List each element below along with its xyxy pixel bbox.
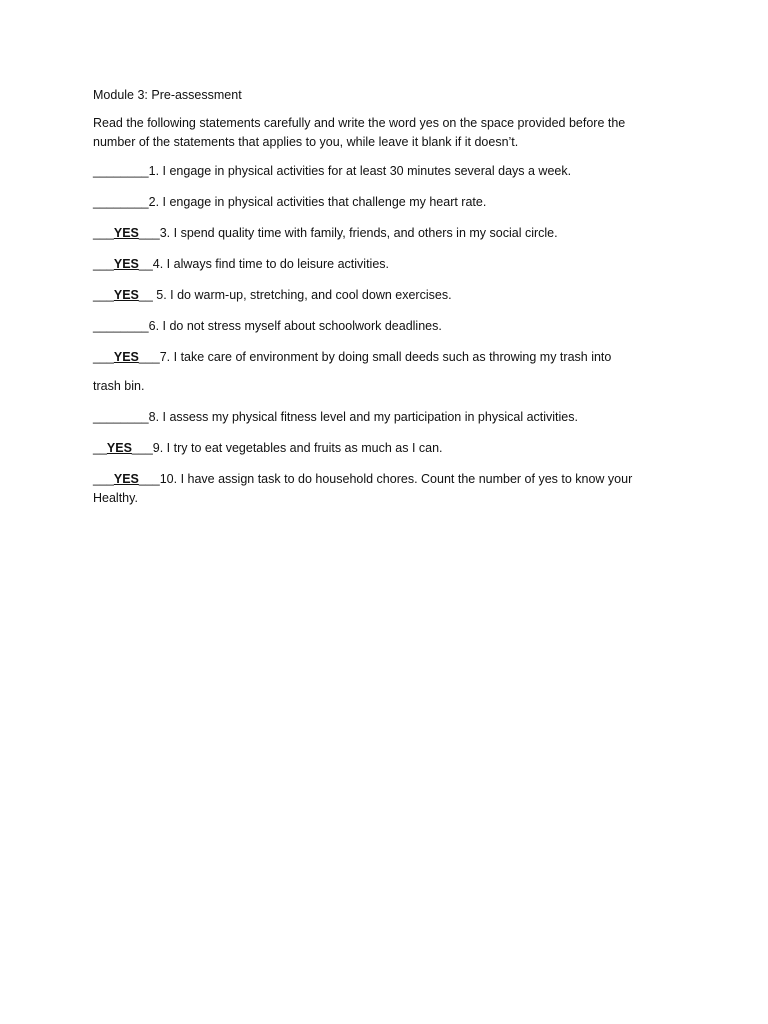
- answer-blank-after: __: [138, 288, 153, 302]
- answer-blank: ___: [93, 257, 114, 271]
- statement-3: [93, 224, 663, 243]
- answer-blank: ___: [93, 350, 114, 364]
- answer-blank: ________: [93, 410, 149, 424]
- answer-blank: ________: [93, 195, 149, 209]
- statement-text: 7. I take care of environment by doing small deeds such as throwing my trash into: [159, 350, 612, 364]
- document-content: [93, 86, 663, 520]
- statement-5: [93, 286, 663, 305]
- statement-7-continuation: trash bin.: [93, 379, 145, 393]
- answer-yes: YES: [113, 472, 139, 486]
- answer-yes: YES: [113, 257, 139, 271]
- answer-yes: YES: [113, 288, 139, 302]
- answer-blank-after: ___: [138, 226, 160, 240]
- answer-blank-after: __: [138, 257, 153, 271]
- answer-blank: ________: [93, 319, 149, 333]
- answer-yes: YES: [106, 441, 132, 455]
- statement-text: 2. I engage in physical activities that challenge my heart rate.: [148, 195, 487, 209]
- statement-text: 10. I have assign task to do household chores. Count the number of yes to know your Healthy.: [93, 472, 633, 505]
- page-title: Module 3: Pre-assessment: [93, 88, 242, 102]
- statement-text: 8. I assess my physical fitness level and my participation in physical activities.: [148, 410, 578, 424]
- answer-blank: ________: [93, 164, 149, 178]
- statement-text: 1. I engage in physical activities for at least 30 minutes several days a week.: [148, 164, 572, 178]
- statement-text: 5. I do warm-up, stretching, and cool down exercises.: [152, 288, 452, 302]
- statement-2: [93, 193, 663, 212]
- statement-6: [93, 317, 663, 336]
- statement-text: 4. I always find time to do leisure activities.: [152, 257, 389, 271]
- answer-yes: YES: [113, 350, 139, 364]
- statement-text: 9. I try to eat vegetables and fruits as much as I can.: [152, 441, 443, 455]
- statement-text: 6. I do not stress myself about schoolwork deadlines.: [148, 319, 442, 333]
- statement-10: [93, 470, 663, 508]
- statement-7: [93, 348, 663, 367]
- answer-blank: ___: [93, 472, 114, 486]
- statement-text: 3. I spend quality time with family, friends, and others in my social circle.: [159, 226, 558, 240]
- answer-blank: ___: [93, 226, 114, 240]
- answer-blank: ___: [93, 288, 114, 302]
- answer-yes: YES: [113, 226, 139, 240]
- statement-8: [93, 408, 663, 427]
- answer-blank: __: [93, 441, 107, 455]
- statement-4: [93, 255, 663, 274]
- instructions-text: Read the following statements carefully and write the word yes on the space provided before the number of the statements that applies to you, while leave it blank if it doesn’t.: [93, 116, 626, 149]
- answer-blank-after: ___: [138, 350, 160, 364]
- statement-1: [93, 162, 663, 181]
- answer-blank-after: ___: [131, 441, 153, 455]
- statement-9: [93, 439, 663, 458]
- answer-blank-after: ___: [138, 472, 160, 486]
